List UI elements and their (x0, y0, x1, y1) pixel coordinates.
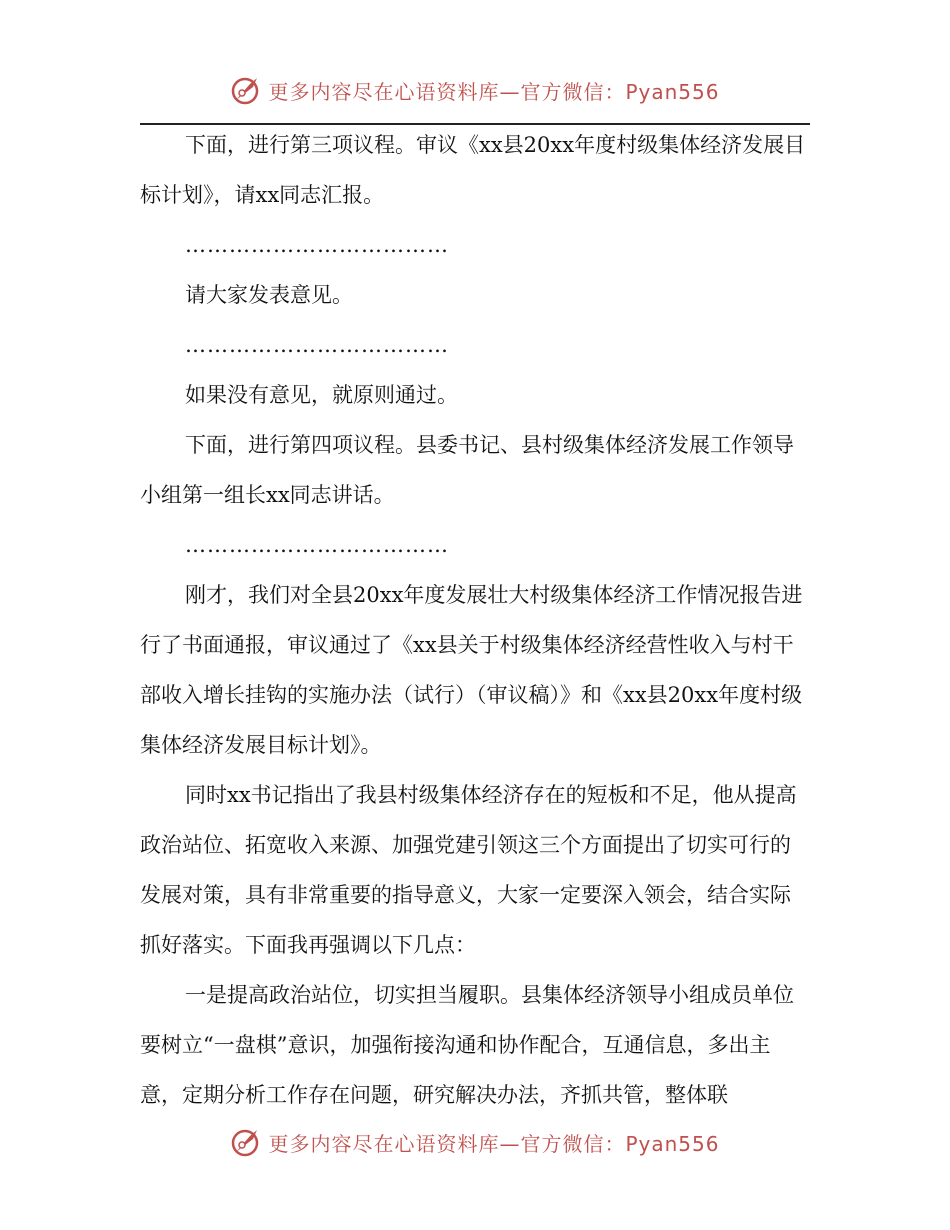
watermark-text: 更多内容尽在心语资料库—官方微信：Pyan556 (268, 1131, 720, 1156)
watermark-text: 更多内容尽在心语资料库—官方微信：Pyan556 (268, 79, 720, 104)
ellipsis-line: ……………………………… (185, 533, 449, 557)
paragraph: 下面，进行第四项议程。县委书记、县村级集体经济发展工作领导小组第一组长xx同志讲话。 (140, 433, 794, 507)
paragraph: 同时xx书记指出了我县村级集体经济存在的短板和不足，他从提高政治站位、拓宽收入来源、加强党建引领这三个方面提出了切实可行的发展对策，具有非常重要的指导意义，大家一定要深入领会，结合实际抓好落实。下面我再强调以下几点： (140, 783, 797, 957)
paragraph: 请大家发表意见。 (185, 283, 353, 307)
paragraph: 刚才，我们对全县20xx年度发展壮大村级集体经济工作情况报告进行了书面通报，审议通过了《xx县关于村级集体经济经营性收入与村干部收入增长挂钩的实施办法（试行）（审议稿）》和《xx县20xx年度村级集体经济发展目标计划》。 (140, 583, 803, 757)
ellipsis-line: ……………………………… (185, 233, 449, 257)
ellipsis-line: ……………………………… (185, 333, 449, 357)
quill-emblem-icon (230, 1126, 262, 1158)
header-watermark (0, 70, 950, 110)
paragraph: 如果没有意见，就原则通过。 (185, 383, 458, 407)
footer-watermark (0, 1122, 950, 1162)
paragraph: 下面，进行第三项议程。审议《xx县20xx年度村级集体经济发展目标计划》，请xx同志汇报。 (140, 133, 806, 207)
quill-emblem-icon (230, 74, 262, 106)
document-body (140, 120, 810, 1120)
paragraph: 一是提高政治站位，切实担当履职。县集体经济领导小组成员单位要树立“一盘棋”意识，加强衔接沟通和协作配合，互通信息，多出主意，定期分析工作存在问题，研究解决办法，齐抓共管，整体联 (140, 983, 794, 1107)
